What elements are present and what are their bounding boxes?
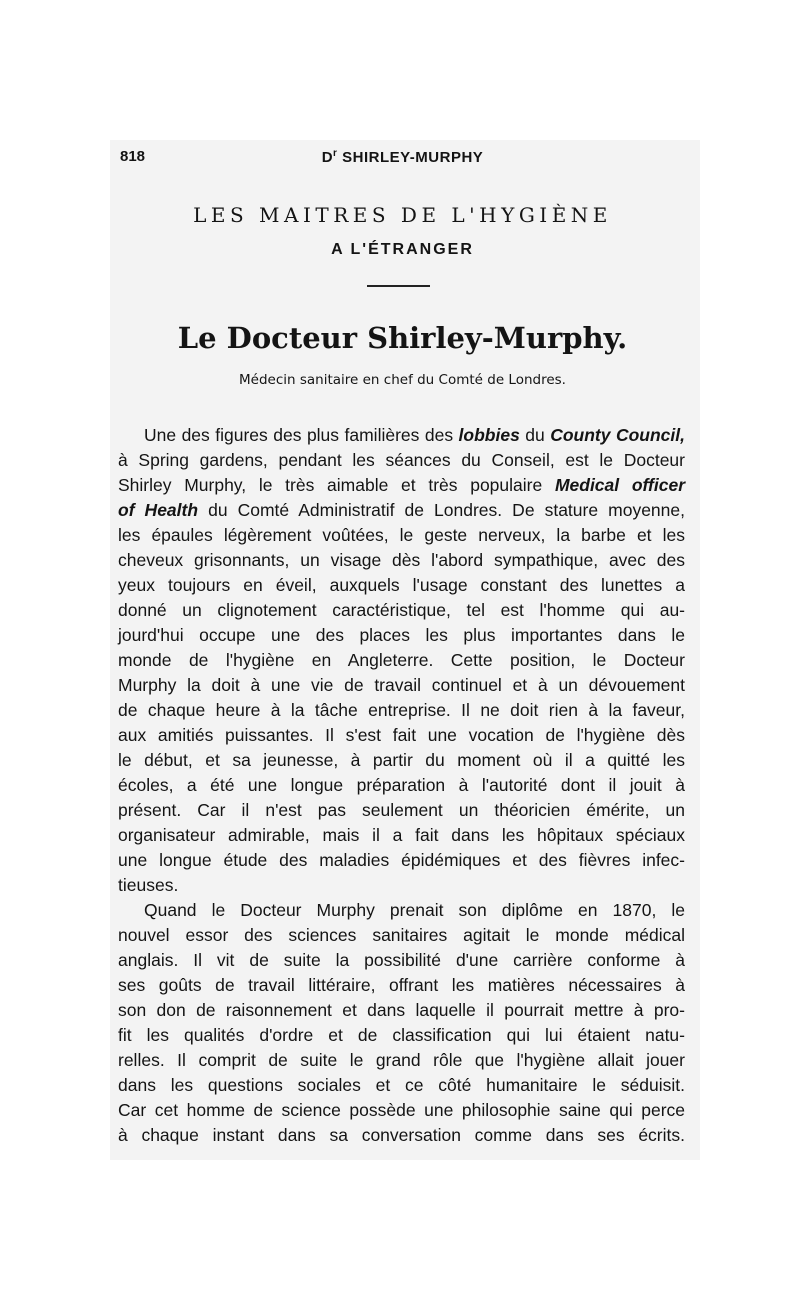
text-line: les épaules légèrement voûtées, le geste nerveux, la barbe et les	[118, 525, 685, 545]
text-line: une longue étude des maladies épidémiques et des fièvres infec-	[118, 850, 685, 870]
section-title: LES MAITRES DE L'HYGIÈNE	[193, 203, 612, 227]
text-line: Quand le Docteur Murphy prenait son diplôme en 1870, le	[144, 900, 685, 920]
text-line: son don de raisonnement et dans laquelle il pourrait mettre à pro-	[118, 1000, 685, 1020]
text-line: Shirley Murphy, le très aimable et très populaire Medical officer	[118, 475, 686, 495]
title-divider	[367, 285, 430, 287]
text-line: à Spring gardens, pendant les séances du Conseil, est le Docteur	[118, 450, 685, 470]
text-line: organisateur admirable, mais il a fait dans les hôpitaux spéciaux	[118, 825, 685, 845]
running-title-rest: SHIRLEY-MURPHY	[337, 149, 484, 166]
article-title: Le Docteur Shirley-Murphy.	[177, 321, 628, 355]
italic-term-lobbies: lobbies	[458, 425, 520, 445]
text-line: ses goûts de travail littéraire, offrant les matières nécessaires à	[118, 975, 685, 995]
text-line: anglais. Il vit de suite la possibilité d'une carrière conforme à	[118, 950, 685, 970]
text-line: tieuses.	[118, 875, 179, 895]
text-line: présent. Car il n'est pas seulement un théoricien émérite, un	[118, 800, 685, 820]
text-line: yeux toujours en éveil, auxquels l'usage constant des lunettes a	[118, 575, 685, 595]
text-line: Une des figures des plus familières des lobbies du County Council,	[144, 425, 685, 445]
text-line: nouvel essor des sciences sanitaires agitait le monde médical	[118, 925, 685, 945]
text-line: of Health du Comté Administratif de Londres. De stature moyenne,	[118, 500, 685, 520]
text-line: jourd'hui occupe une des places les plus importantes dans le	[118, 625, 685, 645]
running-title	[120, 148, 685, 166]
running-head	[120, 148, 685, 170]
text-line: fit les qualités d'ordre et de classification qui lui étaient natu-	[118, 1025, 685, 1045]
italic-term-of-health: of Health	[118, 500, 199, 520]
text-line: relles. Il comprit de suite le grand rôle que l'hygiène allait jouer	[118, 1050, 685, 1070]
text-line: dans les questions sociales et ce côté humanitaire le séduisit.	[118, 1075, 685, 1095]
text-line: Car cet homme de science possède une philosophie saine qui perce	[118, 1100, 685, 1120]
text-line: écoles, a été une longue préparation à l'autorité dont il jouit à	[118, 775, 685, 795]
text-line: le début, et sa jeunesse, à partir du moment où il a quitté les	[118, 750, 685, 770]
text-line: à chaque instant dans sa conversation comme dans ses écrits.	[118, 1125, 685, 1145]
italic-term-county-council: County Council,	[550, 425, 685, 445]
page-number: 818	[120, 148, 146, 165]
text-line: monde de l'hygiène en Angleterre. Cette position, le Docteur	[118, 650, 685, 670]
text-line: Murphy la doit à une vie de travail continuel et à un dévouement	[118, 675, 685, 695]
running-title-superscript: r	[333, 148, 338, 159]
text-line: aux amitiés puissantes. Il s'est fait une vocation de l'hygiène dès	[118, 725, 685, 745]
section-subtitle: A L'ÉTRANGER	[331, 241, 474, 258]
text-line: de chaque heure à la tâche entreprise. Il ne doit rien à la faveur,	[118, 700, 685, 720]
text-line: donné un clignotement caractéristique, tel est l'homme qui au-	[118, 600, 685, 620]
running-title-prefix: D	[321, 149, 334, 166]
text-line: cheveux grisonnants, un visage dès l'abord sympathique, avec des	[118, 550, 685, 570]
italic-term-medical-officer: Medical officer	[554, 475, 686, 495]
article-subtitle: Médecin sanitaire en chef du Comté de Londres.	[239, 372, 566, 388]
